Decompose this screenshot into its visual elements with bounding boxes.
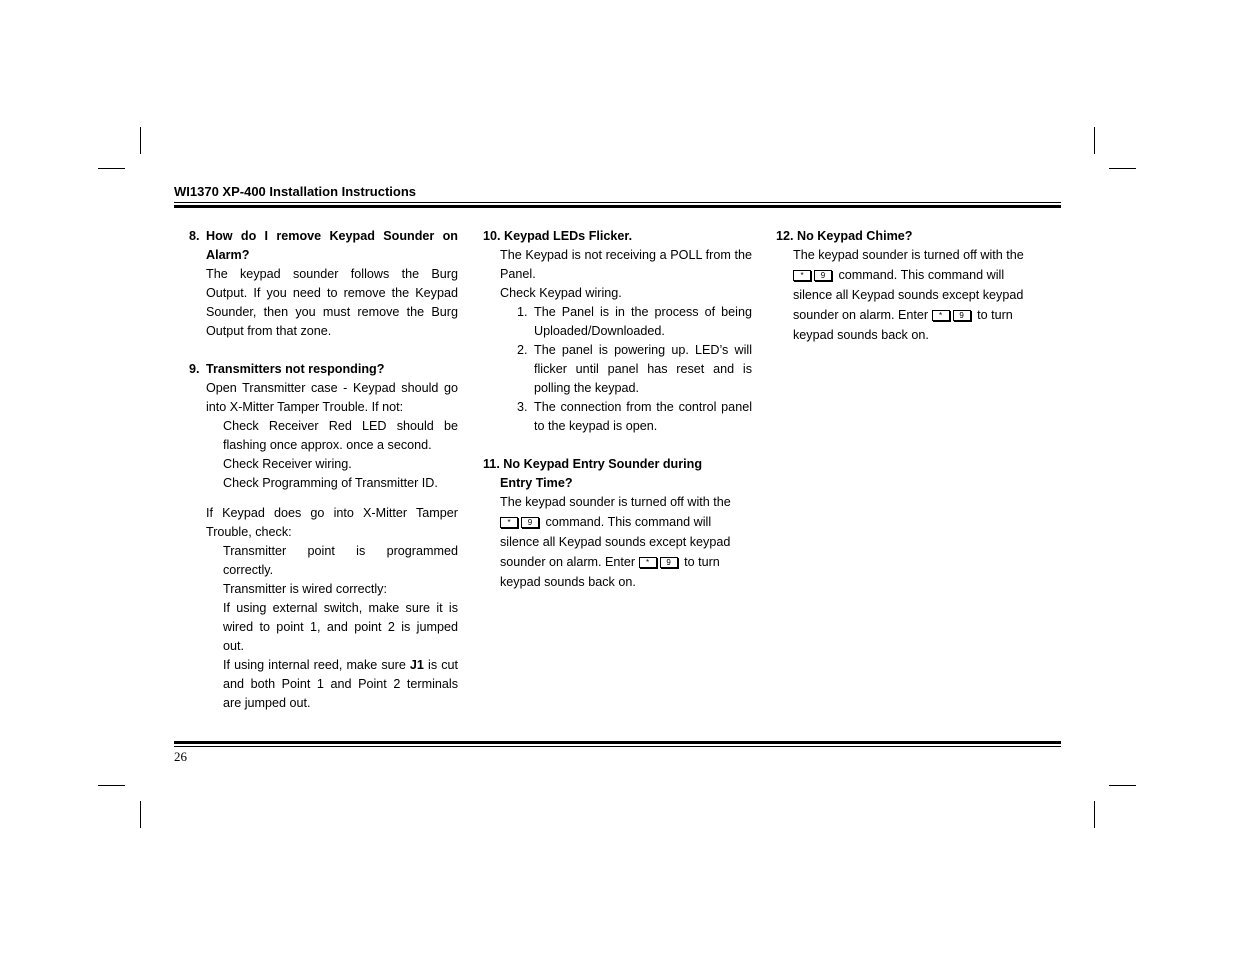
question-12-line: * 9 command. This command will bbox=[776, 265, 1046, 286]
question-9-title: 9. Transmitters not responding? bbox=[189, 362, 385, 376]
list-item: Check Receiver Red LED should be flashing once approx. once a second. bbox=[223, 419, 458, 452]
header-rule-thin bbox=[174, 202, 1061, 203]
question-11-title: 11. No Keypad Entry Sounder during bbox=[483, 457, 703, 471]
crop-mark bbox=[1109, 168, 1136, 169]
crop-mark bbox=[140, 127, 141, 154]
list-item: Check Receiver wiring. bbox=[223, 457, 352, 471]
question-9-if-text: If Keypad does go into X-Mitter Tamper Trouble, check: bbox=[206, 506, 458, 539]
list-item: 1. The Panel is in the process of being Uploaded/Downloaded. bbox=[517, 305, 752, 338]
question-8-body: The keypad sounder follows the Burg Output. If you need to remove the Keypad Sounder, then you must remove the Burg Output from that zone. bbox=[206, 267, 458, 338]
crop-mark bbox=[98, 168, 125, 169]
star-key-icon: * bbox=[500, 517, 518, 528]
crop-mark bbox=[1109, 785, 1136, 786]
nine-key-icon: 9 bbox=[521, 517, 539, 528]
crop-mark bbox=[1094, 127, 1095, 154]
question-12-line: sounder on alarm. Enter * 9 to turn bbox=[793, 308, 1013, 322]
question-8-title: 8. How do I remove Keypad Sounder on Alarm? bbox=[189, 229, 458, 262]
crop-mark bbox=[98, 785, 125, 786]
nine-key-icon: 9 bbox=[953, 310, 971, 321]
question-12-line: keypad sounds back on. bbox=[793, 328, 929, 342]
question-10-check: Check Keypad wiring. bbox=[500, 286, 622, 300]
footer-rule-thick bbox=[174, 741, 1061, 744]
crop-mark bbox=[1094, 801, 1095, 828]
star-key-icon: * bbox=[639, 557, 657, 568]
list-item: Check Programming of Transmitter ID. bbox=[223, 476, 438, 490]
nine-key-icon: 9 bbox=[814, 270, 832, 281]
star-key-icon: * bbox=[932, 310, 950, 321]
question-11-line: silence all Keypad sounds except keypad bbox=[500, 535, 731, 549]
question-12-line: The keypad sounder is turned off with the bbox=[793, 248, 1024, 262]
column-2 bbox=[483, 227, 752, 592]
question-11-line: The keypad sounder is turned off with the bbox=[500, 495, 731, 509]
nine-key-icon: 9 bbox=[660, 557, 678, 568]
footer-rule-thin bbox=[174, 746, 1061, 747]
question-11-line: sounder on alarm. Enter * 9 to turn bbox=[500, 555, 720, 569]
question-11-line: * 9 command. This command will bbox=[483, 512, 752, 533]
question-11-title-cont: Entry Time? bbox=[500, 476, 573, 490]
question-10-title: 10. Keypad LEDs Flicker. bbox=[483, 229, 633, 243]
list-item: Transmitter point is programmed correctly. bbox=[223, 544, 458, 577]
list-item: If using external switch, make sure it is wired to point 1, and point 2 is jumped out. bbox=[223, 601, 458, 653]
question-10-body: The Keypad is not receiving a POLL from the Panel. bbox=[500, 248, 752, 281]
page-header-title: WI1370 XP-400 Installation Instructions bbox=[174, 184, 417, 199]
header-rule-thick bbox=[174, 205, 1061, 208]
question-11-line: keypad sounds back on. bbox=[500, 575, 636, 589]
page-number: 26 bbox=[174, 749, 187, 764]
star-key-icon: * bbox=[793, 270, 811, 281]
question-10-list bbox=[483, 303, 752, 436]
question-12-line: silence all Keypad sounds except keypad bbox=[793, 288, 1024, 302]
column-1 bbox=[189, 227, 458, 713]
list-item: Transmitter is wired correctly: bbox=[223, 582, 387, 596]
list-item: If using internal reed, make sure J1 is cut and both Point 1 and Point 2 terminals are jumped out. bbox=[223, 658, 458, 710]
question-9-body: Open Transmitter case - Keypad should go into X-Mitter Tamper Trouble. If not: bbox=[206, 381, 458, 414]
list-item: 2. The panel is powering up. LED’s will flicker until panel has reset and is polling the keypad. bbox=[517, 343, 752, 395]
list-item: 3. The connection from the control panel to the keypad is open. bbox=[517, 400, 752, 433]
column-3 bbox=[776, 227, 1046, 345]
question-12-title: 12. No Keypad Chime? bbox=[776, 229, 913, 243]
crop-mark bbox=[140, 801, 141, 828]
